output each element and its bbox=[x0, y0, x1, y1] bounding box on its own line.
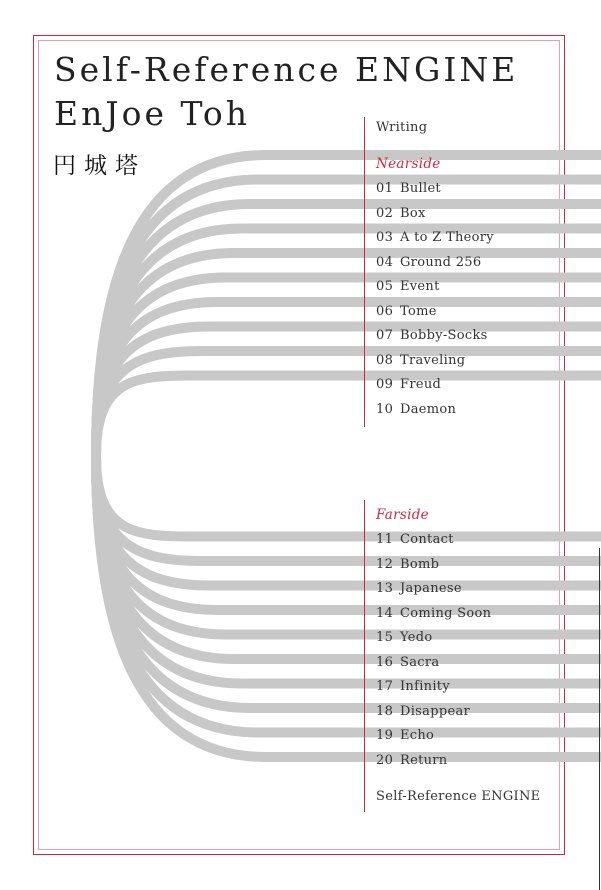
chapter-number: 09 bbox=[376, 377, 394, 392]
chapter-title: Return bbox=[400, 752, 448, 768]
chapter-item bbox=[376, 300, 494, 325]
stripe-top bbox=[96, 351, 601, 456]
chapter-title: Bobby-Socks bbox=[400, 328, 488, 343]
book-title: Self-Reference ENGINE bbox=[54, 50, 519, 89]
stripe-bottom bbox=[96, 456, 601, 537]
chapter-title: Bomb bbox=[400, 556, 440, 572]
chapter-title: Infinity bbox=[400, 679, 450, 694]
chapter-item bbox=[376, 202, 494, 227]
chapter-title: Coming Soon bbox=[400, 605, 492, 621]
chapter-number: 20 bbox=[376, 752, 394, 768]
chapter-number: 06 bbox=[376, 303, 394, 319]
section-label-nearside: Nearside bbox=[376, 156, 441, 172]
section-label-farside: Farside bbox=[376, 507, 429, 523]
chapter-number: 01 bbox=[376, 181, 394, 196]
chapter-item bbox=[376, 626, 491, 651]
chapter-number: 04 bbox=[376, 254, 394, 270]
chapter-item bbox=[376, 177, 494, 202]
chapter-item bbox=[376, 349, 494, 374]
toc-footer-title: Self-Reference ENGINE bbox=[376, 789, 541, 804]
page-edge-rule bbox=[599, 548, 600, 890]
chapter-number: 16 bbox=[376, 654, 394, 670]
chapter-item bbox=[376, 373, 494, 398]
chapter-title: Disappear bbox=[400, 703, 471, 719]
chapter-item bbox=[376, 749, 491, 774]
chapter-item bbox=[376, 724, 491, 749]
chapter-title: Contact bbox=[400, 532, 454, 547]
chapter-item bbox=[376, 553, 491, 578]
chapter-number: 13 bbox=[376, 581, 394, 596]
chapter-item bbox=[376, 528, 491, 553]
chapter-title: Bullet bbox=[400, 181, 441, 196]
stripe-top bbox=[96, 327, 601, 457]
chapter-title: A to Z Theory bbox=[400, 230, 494, 245]
farside-chapter-list bbox=[376, 528, 491, 773]
chapter-item bbox=[376, 700, 491, 725]
chapter-title: Sacra bbox=[400, 654, 440, 670]
chapter-title: Traveling bbox=[400, 352, 466, 368]
chapter-title: Yedo bbox=[400, 630, 433, 645]
toc-heading: Writing bbox=[376, 120, 428, 135]
chapter-number: 03 bbox=[376, 230, 394, 245]
divider-line-nearside bbox=[364, 117, 365, 427]
chapter-item bbox=[376, 398, 494, 423]
chapter-item bbox=[376, 602, 491, 627]
chapter-title: Echo bbox=[400, 728, 435, 743]
chapter-title: Freud bbox=[400, 377, 442, 392]
stripe-bottom bbox=[96, 456, 601, 561]
chapter-number: 02 bbox=[376, 205, 394, 221]
chapter-number: 17 bbox=[376, 679, 394, 694]
chapter-number: 15 bbox=[376, 630, 394, 645]
chapter-title: Ground 256 bbox=[400, 254, 482, 270]
chapter-item bbox=[376, 226, 494, 251]
chapter-title: Box bbox=[400, 205, 426, 221]
chapter-title: Daemon bbox=[400, 401, 457, 417]
chapter-item bbox=[376, 651, 491, 676]
nearside-chapter-list bbox=[376, 177, 494, 422]
chapter-number: 12 bbox=[376, 556, 394, 572]
chapter-number: 18 bbox=[376, 703, 394, 719]
chapter-title: Tome bbox=[400, 303, 437, 319]
divider-line-farside bbox=[364, 500, 365, 812]
chapter-item bbox=[376, 275, 494, 300]
chapter-number: 14 bbox=[376, 605, 394, 621]
chapter-number: 10 bbox=[376, 401, 394, 417]
chapter-number: 05 bbox=[376, 279, 394, 294]
chapter-title: Japanese bbox=[400, 581, 462, 596]
chapter-number: 07 bbox=[376, 328, 394, 343]
author-name-japanese: 円城塔 bbox=[53, 153, 146, 179]
chapter-number: 19 bbox=[376, 728, 394, 743]
chapter-item bbox=[376, 324, 494, 349]
chapter-number: 08 bbox=[376, 352, 394, 368]
author-name-english: EnJoe Toh bbox=[54, 94, 251, 133]
chapter-item bbox=[376, 577, 491, 602]
chapter-item bbox=[376, 251, 494, 276]
stripe-top bbox=[96, 376, 601, 457]
chapter-item bbox=[376, 675, 491, 700]
chapter-number: 11 bbox=[376, 532, 394, 547]
chapter-title: Event bbox=[400, 279, 440, 294]
stripe-bottom bbox=[96, 456, 601, 586]
